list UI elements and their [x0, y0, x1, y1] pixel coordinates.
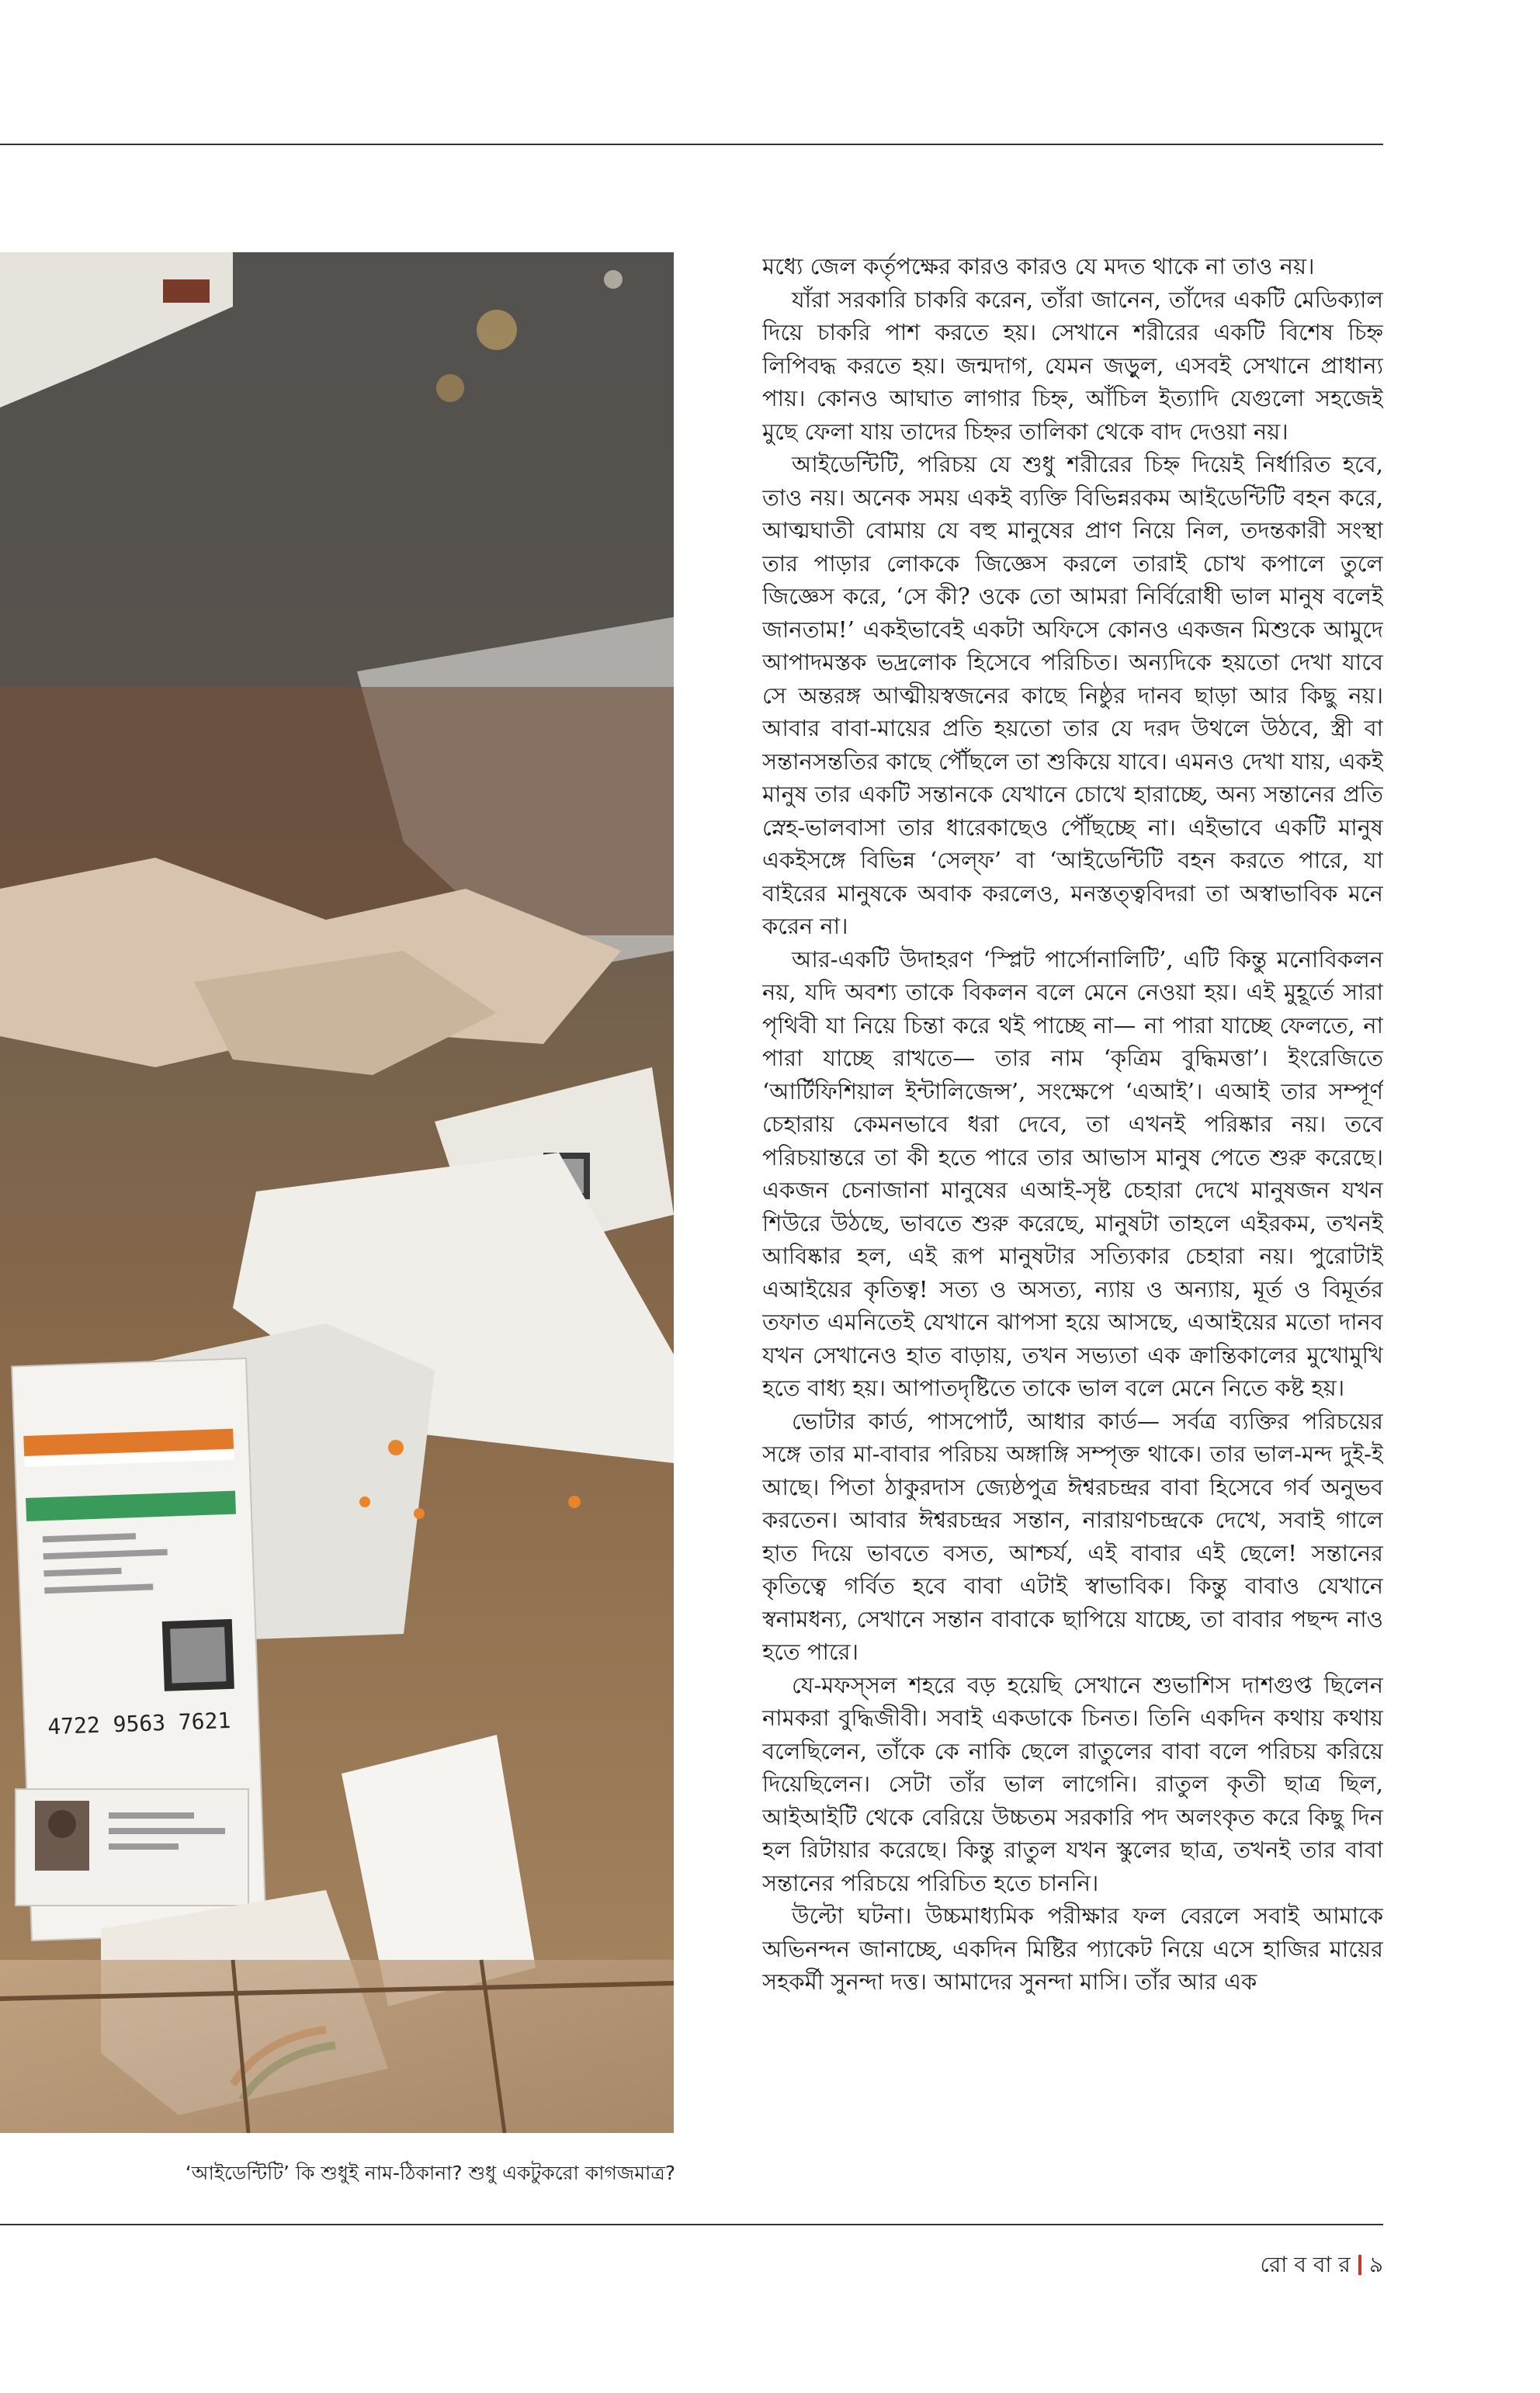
article-paragraph: যাঁরা সরকারি চাকরি করেন, তাঁরা জানেন, তাঁদের একটি মেডিক্যাল দিয়ে চাকরি পাশ করতে হয়। সেখানে শরীরের একটি বিশেষ চিহ্ন লিপিবদ্ধ করতে হয়। জন্মদাগ, যেমন জড়ুল, এসবই সেখানে প্রাধান্য পায়। কোনও আঘাত লাগার চিহ্ন, আঁচিল ইত্যাদি যেগুলো সহজেই মুছে ফেলা যায় তাদের চিহ্নর তালিকা থেকে বাদ দেওয়া নয়।: [762, 286, 1383, 445]
article-paragraph: যে-মফস্‌সল শহরে বড় হয়েছি সেখানে শুভাশিস দাশগুপ্ত ছিলেন নামকরা বুদ্ধিজীবী। সবাই একডাকে চিনত। তিনি একদিন কথায় কথায় বলেছিলেন, তাঁকে কে নাকি ছেলে রাতুলের বাবা বলে পরিচয় করিয়ে দিয়েছিলেন। সেটা তাঁর ভাল লাগেনি। রাতুল কৃতী ছাত্র ছিল, আইআইটি থেকে বেরিয়ে উচ্চতম সরকারি পদ অলংকৃত করে কিছু দিন হল রিটায়ার করেছে। কিন্তু রাতুল যখন স্কুলের ছাত্র, তখনই তার বাবা সন্তানের পরিচয়ে পরিচিত হতে চাননি।: [762, 1671, 1383, 1896]
article-paragraph: মধ্যে জেল কর্তৃপক্ষের কারও কারও যে মদত থাকে না তাও নয়।: [762, 253, 1315, 279]
magazine-name: রো ব বা র: [1260, 2252, 1351, 2277]
article-paragraph: ভোটার কার্ড, পাসপোর্ট, আধার কার্ড— সর্বত্র ব্যক্তির পরিচয়ের সঙ্গে তার মা-বাবার পরিচয় অঙ্গাঙ্গি সম্পৃক্ত থাকে। তার ভাল-মন্দ দুই-ই আছে। পিতা ঠাকুরদাস জ্যেষ্ঠপুত্র ঈশ্বরচন্দ্রর বাবা হিসেবে গর্ব অনুভব করতেন। আবার ঈশ্বরচন্দ্রর সন্তান, নারায়ণচন্দ্রকে দেখে, সবাই গালে হাত দিয়ে ভাবতে বসত, আশ্চর্য, এই বাবার এই ছেলে! সন্তানের কৃতিত্বে গর্বিত হবে বাবা এটাই স্বাভাবিক। কিন্তু বাবাও যেখানে স্বনামধন্য, সেখানে সন্তান বাবাকে ছাপিয়ে যাচ্ছে, তা বাবার পছন্দ নাও হতে পারে।: [762, 1407, 1383, 1665]
page-number: ৯: [1368, 2252, 1383, 2277]
article-photo: [0, 252, 674, 2133]
article-body: [762, 250, 1383, 2190]
aadhaar-number: 4722 9563 7621: [47, 1707, 231, 1740]
top-rule: [0, 144, 1383, 145]
aadhaar-card-photo: [16, 1789, 248, 1906]
article-paragraph: আইডেন্টিটি, পরিচয় যে শুধু শরীরের চিহ্ন দিয়েই নির্ধারিত হবে, তাও নয়। অনেক সময় একই ব্যক্তি বিভিন্নরকম আইডেন্টিটি বহন করে, আত্মঘাতী বোমায় যে বহু মানুষের প্রাণ নিয়ে নিল, তদন্তকারী সংস্থা তার পাড়ার লোককে জিজ্ঞেস করলে তারাই চোখ কপালে তুলে জিজ্ঞেস করে, ‘সে কী? ওকে তো আমরা নির্বিরোধী ভাল মানুষ বলেই জানতাম!’ একইভাবেই একটা অফিসে কোনও একজন মিশুকে আমুদে আপাদমস্তক ভদ্রলোক হিসেবে পরিচিত। অন্যদিকে হয়তো দেখা যাবে সে অন্তরঙ্গ আত্মীয়স্বজনের কাছে নিষ্ঠুর দানব ছাড়া আর কিছু নয়। আবার বাবা-মায়ের প্রতি হয়তো তার যে দরদ উথলে উঠবে, স্ত্রী বা সন্তানসন্ততির কাছে পৌঁছলে তা শুকিয়ে যাবে। এমনও দেখা যায়, একই মানুষ তার একটি সন্তানকে যেখানে চোখে হারাচ্ছে, অন্য সন্তানের প্রতি স্নেহ-ভালবাসা তার ধারেকাছেও পৌঁছচ্ছে না। এইভাবে একটি মানুষ একইসঙ্গে বিভিন্ন ‘সেল্‌ফ’ বা ‘আইডেন্টিটি বহন করতে পারে, যা বাইরের মানুষকে অবাক করলেও, মনস্তত্ত্ববিদরা তা অস্বাভাবিক মনে করেন না।: [762, 451, 1383, 939]
footer-divider: [1358, 2255, 1361, 2275]
photo-caption: ‘আইডেন্টিটি’ কি শুধুই নাম-ঠিকানা? শুধু একটুকরো কাগজমাত্র?: [185, 2162, 675, 2184]
page-footer: [1211, 2248, 1383, 2284]
bottom-rule: [0, 2224, 1383, 2225]
article-paragraph: আর-একটি উদাহরণ ‘স্প্লিট পার্সোনালিটি’, এটি কিন্তু মনোবিকলন নয়, যদি অবশ্য তাকে বিকলন বলে মেনে নেওয়া হয়। এই মুহূর্তে সারা পৃথিবী যা নিয়ে চিন্তা করে থই পাচ্ছে না— না পারা যাচ্ছে ফেলতে, না পারা যাচ্ছে রাখতে— তার নাম ‘কৃত্রিম বুদ্ধিমত্তা’। ইংরেজিতে ‘আর্টিফিশিয়াল ইন্টালিজেন্স’, সংক্ষেপে ‘এআই’। এআই তার সম্পূর্ণ চেহারায় কেমনভাবে ধরা দেবে, তা এখনই পরিষ্কার নয়। তবে পরিচয়ান্তরে তা কী হতে পারে তার আভাস মানুষ পেতে শুরু করেছে। একজন চেনাজানা মানুষের এআই-সৃষ্ট চেহারা দেখে মানুষজন যখন শিউরে উঠছে, ভাবতে শুরু করেছে, মানুষটা তাহলে এইরকম, তখনই আবিষ্কার হল, এই রূপ মানুষটার সত্যিকার চেহারা নয়। পুরোটাই এআইয়ের কৃতিত্ব! সত্য ও অসত্য, ন্যায় ও অন্যায়, মূর্ত ও বিমূর্তর তফাত এমনিতেই যেখানে ঝাপসা হয়ে আসছে, এআইয়ের মতো দানব যখন সেখানেও হাত বাড়ায়, তখন সভ্যতা এক ক্রান্তিকালের মুখোমুখি হতে বাধ্য হয়। আপাতদৃষ্টিতে তাকে ভাল বলে মেনে নিতে কষ্ট হয়।: [762, 945, 1383, 1401]
article-paragraph: উল্টো ঘটনা। উচ্চমাধ্যমিক পরীক্ষার ফল বেরলে সবাই আমাকে অভিনন্দন জানাচ্ছে, একদিন মিষ্টির প্যাকেট নিয়ে এসে হাজির মায়ের সহকর্মী সুনন্দা দত্ত। আমাদের সুনন্দা মাসি। তাঁর আর এক: [762, 1902, 1383, 1995]
